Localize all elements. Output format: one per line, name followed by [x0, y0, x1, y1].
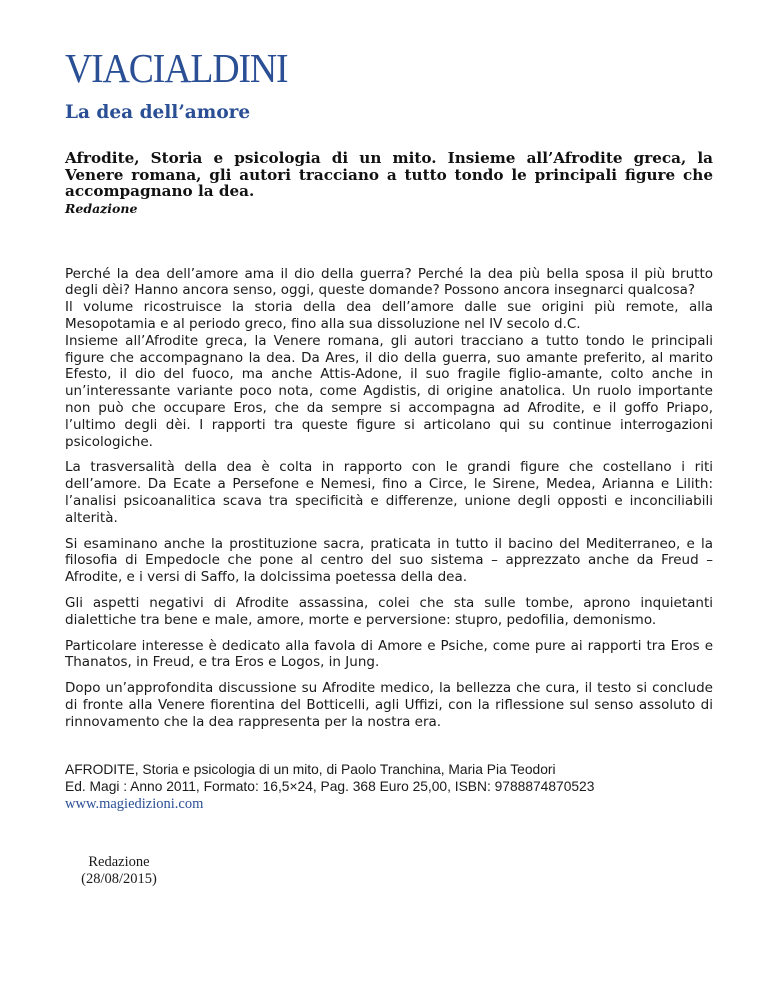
article-subtitle: Afrodite, Storia e psicologia di un mito. Insieme all’Afrodite greca, la Venere romana, gli autori tracciano a tutto tondo le principali figure che accompagnano la dea. [65, 149, 713, 201]
book-info [65, 761, 713, 813]
paragraph: Perché la dea dell’amore ama il dio della guerra? Perché la dea più bella sposa il più brutto degli dèi? Hanno ancora senso, oggi, queste domande? Possono ancora insegnarci qualcosa? [65, 265, 713, 299]
signature-date: (28/08/2015) [81, 871, 157, 888]
article-page [65, 45, 713, 888]
book-info-line: AFRODITE, Storia e psicologia di un mito, di Paolo Tranchina, Maria Pia Teodori [65, 762, 556, 778]
publisher-link[interactable]: www.magiedizioni.com [65, 796, 204, 813]
paragraph: Gli aspetti negativi di Afrodite assassina, colei che sta sulle tombe, aprono inquietanti dialettiche tra bene e male, amore, morte e perversione: stupro, pedofilia, demonismo. [65, 594, 713, 628]
signature-name: Redazione [88, 854, 150, 871]
paragraph: La trasversalità della dea è colta in rapporto con le grandi figure che costellano i riti dell’amore. Da Ecate a Persefone e Nemesi, fino a Circe, le Sirene, Medea, Arianna e Lilith: l’analisi psicoanalitica scava tra specificità e differenze, unione degli opposti e inconciliabili alterità. [65, 459, 713, 526]
paragraph: Si esaminano anche la prostituzione sacra, praticata in tutto il bacino del Mediterraneo, e la filosofia di Empedocle che pone al centro del suo sistema – apprezzato anche da Freud – Afrodite, e i versi di Saffo, la dolcissima poetessa della dea. [65, 535, 713, 586]
paragraph: Insieme all’Afrodite greca, la Venere romana, gli autori tracciano a tutto tondo le principali figure che accompagnano la dea. Da Ares, il dio della guerra, suo amante preferito, al marito Efesto, il dio del fuoco, ma anche Attis-Adone, il suo fragile figlio-amante, colto anche in un’interessante variante poco nota, come Agdistis, di origine anatolica. Un ruolo importante non può che occupare Eros, che da sempre si accompagna ad Afrodite, e il goffo Priapo, l’ultimo degli dèi. I rapporti tra queste figure si articolano qui su continue interrogazioni psicologiche. [65, 332, 713, 450]
paragraph: Particolare interesse è dedicato alla favola di Amore e Psiche, come pure ai rapporti tra Eros e Thanatos, in Freud, e tra Eros e Logos, in Jung. [65, 637, 713, 671]
category-title[interactable]: La dea dell’amore [65, 102, 251, 123]
article-body [65, 266, 713, 731]
site-logo[interactable]: VIACIALDINI [65, 45, 288, 91]
book-info-line: Ed. Magi : Anno 2011, Formato: 16,5×24, Pag. 368 Euro 25,00, ISBN: 9788874870523 [65, 779, 595, 795]
paragraph: Dopo un’approfondita discussione su Afrodite medico, la bellezza che cura, il testo si conclude di fronte alla Venere fiorentina del Botticelli, agli Uffizi, con la riflessione sul senso assoluto di rinnovamento che la dea rappresenta per la nostra era. [65, 680, 713, 730]
signature [73, 854, 165, 888]
paragraph: Il volume ricostruisce la storia della dea dell’amore dalle sue origini più remote, alla Mesopotamia e al periodo greco, fino alla sua dissoluzione nel IV secolo d.C. [65, 299, 713, 332]
article-author: Redazione [65, 200, 138, 216]
